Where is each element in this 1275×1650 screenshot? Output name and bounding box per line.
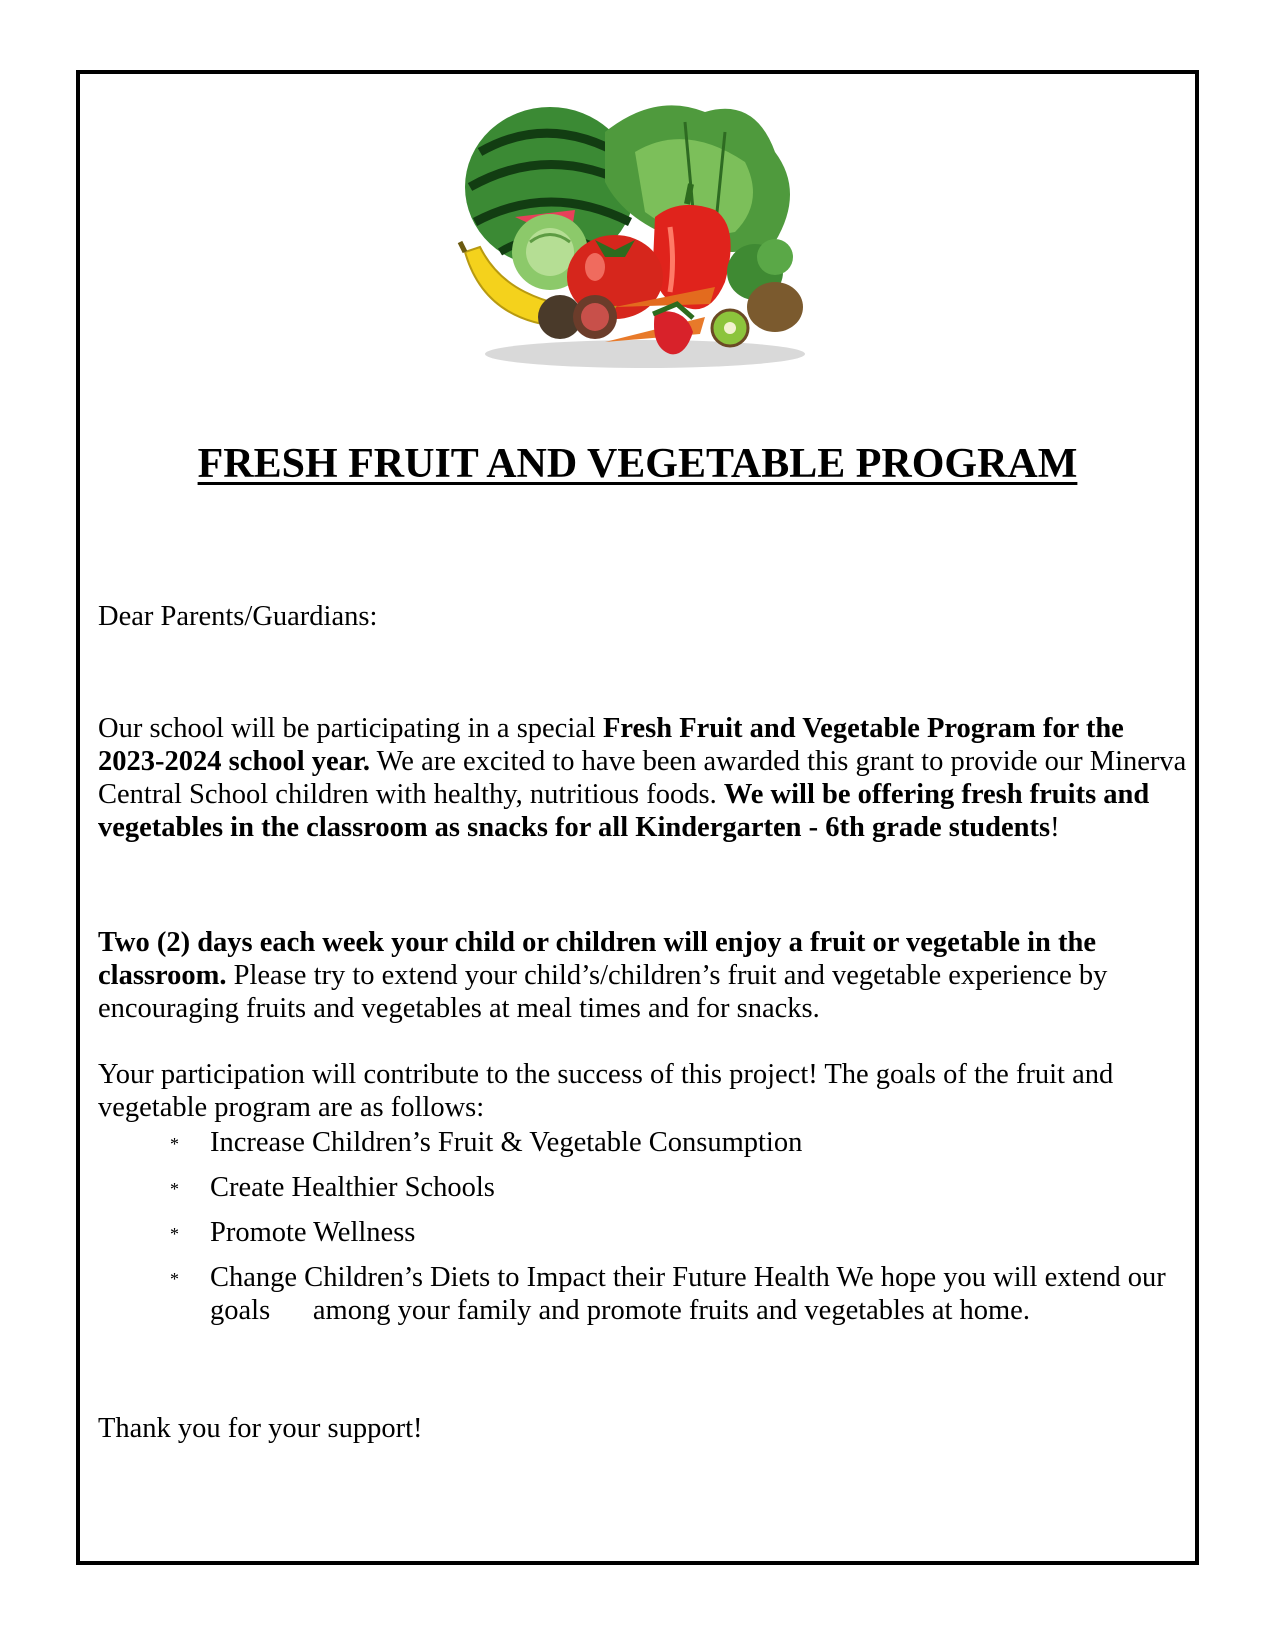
- goal-text: Promote Wellness: [210, 1217, 416, 1248]
- page-title: [0, 438, 1275, 490]
- paragraph-intro: [98, 712, 1188, 844]
- intro-bold-2: We will be offering fresh fruits and vegetables in the classroom as snacks for all Kindergarten - 6th grade students: [98, 779, 1150, 843]
- list-item: [98, 1126, 1188, 1159]
- paragraph-schedule: [98, 926, 1188, 1025]
- kiwi-icon: [712, 282, 803, 346]
- goal-text: Increase Children’s Fruit & Vegetable Consumption: [210, 1127, 803, 1158]
- list-item: [98, 1171, 1188, 1204]
- illustration-shadow: [485, 340, 805, 368]
- goal-text: Create Healthier Schools: [210, 1172, 495, 1203]
- schedule-bold: Two (2) days each week your child or children will enjoy a fruit or vegetable in the classroom.: [98, 927, 1096, 991]
- intro-text-3: !: [1050, 812, 1060, 843]
- intro-text-2: We are excited to have been awarded this grant to provide our Minerva Central School children with healthy, nutritious foods.: [98, 746, 1187, 810]
- page-title-text: FRESH FRUIT AND VEGETABLE PROGRAM: [197, 441, 1078, 487]
- intro-text-1: Our school will be participating in a special: [98, 713, 603, 744]
- asterisk-bullet-icon: *: [170, 1179, 179, 1199]
- goal-text: Change Children’s Diets to Impact their Future Health We hope you will extend our goals among your family and promote fruits and vegetables at home.: [210, 1262, 1173, 1326]
- list-item: [98, 1261, 1188, 1327]
- asterisk-bullet-icon: *: [170, 1224, 179, 1244]
- intro-bold-1: Fresh Fruit and Vegetable Program for the 2023-2024 school year.: [98, 713, 1124, 777]
- asterisk-bullet-icon: *: [170, 1134, 179, 1154]
- closing-line: Thank you for your support!: [98, 1413, 423, 1444]
- schedule-text: Please try to extend your child’s/children’s fruit and vegetable experience by encouraging fruits and vegetables at meal times and for snacks.: [98, 960, 1108, 1024]
- fruit-vegetable-illustration: [455, 92, 835, 372]
- list-item: [98, 1216, 1188, 1249]
- paragraph-participation: Your participation will contribute to the success of this project! The goals of the fruit and vegetable program are as follows:: [98, 1059, 1114, 1123]
- asterisk-bullet-icon: *: [170, 1269, 179, 1289]
- greeting: Dear Parents/Guardians:: [98, 601, 378, 632]
- goals-list: [98, 1126, 1188, 1339]
